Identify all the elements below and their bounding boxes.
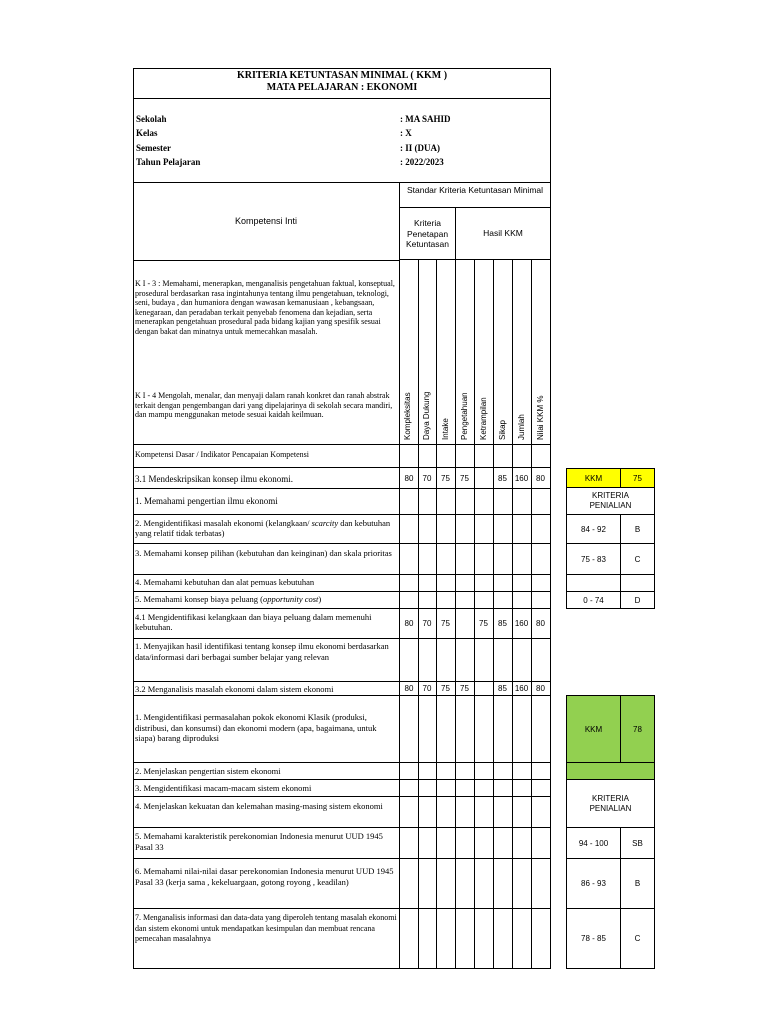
grade-range: 0 - 74 <box>566 591 621 609</box>
value-cell: 75 <box>441 684 450 693</box>
value-cell: 75 <box>441 473 450 483</box>
kkm-label-1: KKM <box>566 468 621 488</box>
grade-range: 86 - 93 <box>566 858 621 909</box>
kkm-label-2: KKM <box>566 695 621 763</box>
kriteria-penilaian-1: KRITERIA PENIALIAN <box>566 487 655 515</box>
col-pengetahuan: Pengetahuan <box>460 392 469 440</box>
row-3-2-indikator-3: 3. Mengidentifikasi macam-macam sistem ekonomi <box>135 783 312 793</box>
kkm-value-1: 75 <box>620 468 655 488</box>
header-hasil-kkm: Hasil KKM <box>483 228 523 238</box>
info-label-sekolah: Sekolah <box>136 114 167 124</box>
value-cell <box>455 609 474 638</box>
row-3-1-indikator-1: 1. Memahami pengertian ilmu ekonomi <box>135 496 278 506</box>
row-3-1-indikator-5: 5. Memahami konsep biaya peluang (opportunity cost) <box>135 594 322 604</box>
grade-letter: C <box>620 908 655 969</box>
header-kompetensi-inti: Kompetensi Inti <box>234 216 298 226</box>
row-3-2-text: 3.2 Menganalisis masalah ekonomi dalam sistem ekonomi <box>135 684 334 694</box>
kriteria-penilaian-2: KRITERIA PENIALIAN <box>566 779 655 828</box>
value-cell: 160 <box>514 473 529 483</box>
col-nilai-kkm: Nilai KKM % <box>536 395 545 440</box>
row-3-2-indikator-5: 5. Memahami karakteristik perekonomian Indonesia menurut UUD 1945 Pasal 33 <box>135 831 383 852</box>
grade-letter: D <box>620 591 655 609</box>
col-jumlah: Jumlah <box>517 414 526 440</box>
col-kompleksitas: Kompleksitas <box>403 392 412 440</box>
grade-letter: C <box>620 543 655 575</box>
value-cell: 75 <box>479 619 488 628</box>
kkm-value-2: 78 <box>620 695 655 763</box>
value-cell: 160 <box>514 684 529 693</box>
col-daya-dukung: Daya Dukung <box>422 391 431 440</box>
value-cell: 80 <box>536 473 545 483</box>
value-cell: 70 <box>422 684 432 693</box>
value-cell: 85 <box>498 473 507 483</box>
grade-range: 78 - 85 <box>566 908 621 969</box>
row-3-1-indikator-2: 2. Mengidentifikasi masalah ekonomi (kelangkaan/ scarcity dan kebutuhan yang relatif tidak terbatas) <box>135 518 391 538</box>
header-standar: Standar Kriteria Ketuntasan Minimal <box>406 185 544 195</box>
ki4-text: K I - 4 Mengolah, menalar, dan menyaji dalam ranah konkret dan ranah abstrak terkait dengan pengembangan dari yang dipelajarinya di sekolah secara mandiri, dan mampu menggunakan metode sesuai kaidah keilmuan. <box>135 391 393 419</box>
col-sikap: Sikap <box>498 419 507 440</box>
grade-spacer <box>620 574 655 592</box>
grade-range: 84 - 92 <box>566 514 621 544</box>
row-3-2-indikator-2: 2. Menjelaskan pengertian sistem ekonomi <box>135 766 281 776</box>
value-cell: 80 <box>536 619 545 628</box>
grade-range: 75 - 83 <box>566 543 621 575</box>
value-cell: 75 <box>460 684 469 693</box>
grade-spacer <box>566 574 621 592</box>
value-cell: 75 <box>460 473 469 483</box>
value-cell: 85 <box>498 619 507 628</box>
title-line-1: KRITERIA KETUNTASAN MINIMAL ( KKM ) <box>236 70 448 81</box>
row-3-2-indikator-4: 4. Menjelaskan kekuatan dan kelemahan masing-masing sistem ekonomi <box>135 801 383 811</box>
row-3-1-text: 3.1 Mendeskripsikan konsep ilmu ekonomi. <box>135 474 293 484</box>
ki3-text: K I - 3 : Memahami, menerapkan, menganalisis pengetahuan faktual, konseptual, prosedural berdasarkan rasa ingintahunya tentang ilmu pengetahuan, teknologi, seni, budaya , dan humaniora dengan wawasan kemanusiaan , kebangsaan, kenegaraan, dan peradaban terkait penyebab fenomena dan kejadian, serta menerapkan pengetahuan prosedural pada bidang kajian yang spesifik sesuai dengan bakat dan minatnya untuk memecahkan masalah. <box>135 279 395 336</box>
value-cell: 70 <box>422 473 432 483</box>
header-kriteria-penetapan: Kriteria Penetapan Ketuntasan <box>405 218 449 249</box>
col-ketrampilan: Ketrampilan <box>479 397 488 440</box>
title-line-2: MATA PELAJARAN : EKONOMI <box>266 82 418 93</box>
grade-letter: SB <box>620 827 655 859</box>
info-value-semester: : II (DUA) <box>400 143 440 153</box>
grade-letter: B <box>620 858 655 909</box>
value-cell: 80 <box>536 684 545 693</box>
row-3-2-indikator-6: 6. Memahami nilai-nilai dasar perekonomian Indonesia menurut UUD 1945 Pasal 33 (kerja sama , kekeluargaan, gotong royong , keadilan) <box>135 866 394 887</box>
grade-range: 94 - 100 <box>566 827 621 859</box>
row-4-1-text: 4.1 Mengidentifikasi kelangkaan dan biaya peluang dalam memenuhi kebutuhan. <box>135 612 372 632</box>
value-cell: 75 <box>441 619 450 628</box>
info-label-kelas: Kelas <box>136 128 158 138</box>
info-value-tahun: : 2022/2023 <box>400 157 444 167</box>
row-3-1-indikator-4: 4. Memahami kebutuhan dan alat pemuas kebutuhan <box>135 577 315 587</box>
value-cell <box>474 682 493 695</box>
info-value-sekolah: : MA SAHID <box>400 114 451 124</box>
value-cell: 70 <box>422 619 432 628</box>
value-cell: 80 <box>404 473 414 483</box>
info-value-kelas: : X <box>400 128 412 138</box>
info-label-semester: Semester <box>136 143 171 153</box>
value-cell: 80 <box>404 619 414 628</box>
row-4-1-indikator-1: 1. Menyajikan hasil identifikasi tentang konsep ilmu ekonomi berdasarkan data/informasi dari berbagai sumber belajar yang relevan <box>135 641 389 662</box>
kd-header: Kompetensi Dasar / Indikator Pencapaian Kompetensi <box>135 450 309 459</box>
value-cell: 80 <box>404 684 414 693</box>
info-label-tahun: Tahun Pelajaran <box>136 157 201 167</box>
value-cell <box>474 468 493 488</box>
value-cell: 160 <box>514 619 529 628</box>
value-cell: 85 <box>498 684 507 693</box>
row-3-2-indikator-7: 7. Menganalisis informasi dan data-data yang diperoleh tentang masalah ekonomi dan sistem ekonomi untuk mendapatkan kesimpulan dan membuat rencana pemecahan masalahnya <box>135 913 397 943</box>
col-intake: Intake <box>441 418 450 440</box>
row-3-2-indikator-1: 1. Mengidentifikasi permasalahan pokok ekonomi Klasik (produksi, distribusi, dan konsumsi) dan ekonomi modern (apa, bagaimana, untuk siapa) barang diproduksi <box>135 712 377 743</box>
kkm-green-strip <box>566 762 655 780</box>
row-3-1-indikator-3: 3. Memahami konsep pilihan (kebutuhan dan keinginan) dan skala prioritas <box>135 548 392 558</box>
grade-letter: B <box>620 514 655 544</box>
